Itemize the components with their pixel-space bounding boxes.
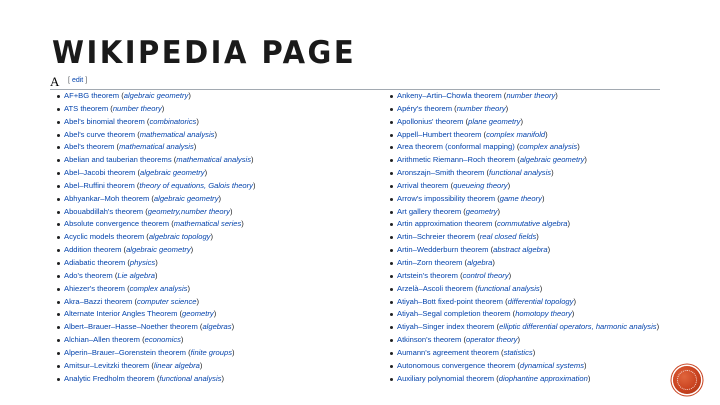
list-item [389, 244, 664, 257]
theorem-link[interactable]: Atiyah–Bott fixed-point theorem [397, 296, 503, 306]
paren-close: ) [229, 206, 233, 216]
paren-close: ) [210, 232, 213, 242]
theorem-link[interactable]: Arzelà–Ascoli theorem [397, 283, 473, 293]
theorem-link[interactable]: Atkinson's theorem [397, 335, 462, 345]
paren-close: ) [547, 245, 551, 255]
theorem-link[interactable]: Ahiezer's theorem [64, 283, 125, 293]
theorem-link[interactable]: Adiabatic theorem [64, 257, 126, 267]
list-item [389, 283, 664, 296]
list-item [389, 218, 664, 231]
list-item [56, 218, 386, 231]
paren-open: ( [498, 347, 504, 357]
field-link[interactable]: number theory [456, 103, 506, 113]
field-link[interactable]: algebraic geometry [153, 193, 219, 203]
field-link[interactable]: complex analysis [519, 142, 578, 152]
section-heading [50, 75, 660, 90]
edit-bracket-open: [ [68, 77, 70, 84]
paren-open: ( [515, 360, 520, 370]
theorem-link[interactable]: Artin approximation theorem [397, 219, 493, 229]
theorem-link[interactable]: Akra–Bazzi theorem [64, 296, 133, 306]
list-item [56, 321, 386, 334]
field-link[interactable]: complex analysis [129, 283, 188, 293]
paren-close: ) [196, 116, 199, 126]
theorem-list-right [389, 90, 664, 385]
theorem-link[interactable]: Artin–Schreier theorem [397, 232, 476, 242]
paren-open: ( [461, 335, 466, 345]
edit-section [68, 77, 87, 84]
field-link[interactable]: mathematical analysis [139, 129, 215, 139]
theorem-link[interactable]: Ankeny–Artin–Chowla theorem [397, 91, 502, 100]
field-link[interactable]: Lie algebra [117, 270, 155, 280]
paren-close: ) [517, 335, 521, 345]
list-item [389, 193, 664, 206]
list-item [389, 360, 664, 373]
paren-open: ( [112, 270, 118, 280]
theorem-link[interactable]: Abouabdillah's theorem [64, 206, 144, 216]
field-link[interactable]: functional analysis [159, 373, 222, 383]
list-item [389, 308, 664, 321]
paren-close: ) [161, 103, 165, 113]
list-item [56, 129, 386, 142]
field-link[interactable]: dynamical systems [519, 360, 584, 370]
list-item [56, 231, 386, 244]
paren-open: ( [501, 91, 507, 100]
paren-close: ) [567, 219, 571, 229]
wikipedia-screenshot [46, 73, 664, 391]
field-link[interactable]: complex manifold [486, 129, 546, 139]
field-link[interactable]: linear algebra [153, 360, 200, 370]
paren-open: ( [494, 322, 500, 332]
list-item [56, 244, 386, 257]
list-item [389, 167, 664, 180]
paren-close: ) [155, 257, 158, 267]
paren-close: ) [520, 116, 523, 126]
theorem-link[interactable]: AF+BG theorem [64, 91, 120, 100]
field-link[interactable]: algebraic topology [148, 232, 211, 242]
theorem-link[interactable]: Appell–Humbert theorem [397, 129, 482, 139]
paren-open: ( [143, 206, 148, 216]
paren-close: ) [536, 232, 539, 242]
paren-close: ) [213, 309, 217, 319]
theorem-link[interactable]: Abel's theorem [64, 142, 115, 152]
theorem-link[interactable]: Atiyah–Segal completion theorem [397, 309, 511, 319]
field-link[interactable]: algebras [202, 322, 232, 332]
field-link[interactable]: combinatorics [149, 116, 197, 126]
paren-open: ( [475, 232, 480, 242]
paren-close: ) [187, 283, 190, 293]
theorem-link[interactable]: Atiyah–Singer index theorem [397, 322, 495, 332]
field-link[interactable]: functional analysis [489, 168, 552, 178]
paren-open: ( [492, 219, 498, 229]
field-link[interactable]: geometry,number theory [147, 206, 230, 216]
theorem-link[interactable]: Analytic Fredholm theorem [64, 373, 155, 383]
list-item [56, 116, 386, 129]
paren-open: ( [121, 245, 127, 255]
paren-open: ( [488, 245, 494, 255]
field-link[interactable]: theory of equations, Galois theory [139, 180, 253, 190]
paren-close: ) [218, 193, 222, 203]
field-link[interactable]: algebraic geometry [139, 168, 205, 178]
paren-open: ( [481, 129, 487, 139]
theorem-link[interactable]: Abel's curve theorem [64, 129, 136, 139]
list-item [56, 180, 386, 193]
paren-close: ) [571, 309, 575, 319]
field-link[interactable]: control theory [462, 270, 509, 280]
paren-open: ( [134, 180, 140, 190]
list-item [56, 334, 386, 347]
paren-open: ( [472, 283, 478, 293]
field-link[interactable]: queueing theory [453, 180, 508, 190]
field-link[interactable]: algebra [467, 257, 493, 267]
field-link[interactable]: mathematical analysis [176, 155, 251, 165]
paren-close: ) [587, 373, 591, 383]
field-link[interactable]: economics [144, 335, 181, 345]
list-item [389, 257, 664, 270]
paren-close: ) [188, 91, 191, 100]
field-link[interactable]: plane geometry [468, 116, 521, 126]
theorem-list-left [56, 90, 386, 385]
list-item [389, 334, 664, 347]
list-item [389, 231, 664, 244]
paren-close: ) [505, 103, 509, 113]
paren-close: ) [532, 347, 536, 357]
paren-open: ( [186, 347, 191, 357]
theorem-link[interactable]: Absolute convergence theorem [64, 219, 170, 229]
field-link[interactable]: commutative algebra [497, 219, 568, 229]
list-item [389, 270, 664, 283]
paren-open: ( [495, 193, 500, 203]
slide-badge [673, 366, 701, 394]
paren-close: ) [232, 347, 235, 357]
paren-open: ( [135, 129, 140, 139]
field-link[interactable]: differential topology [507, 296, 574, 306]
list-item [56, 154, 386, 167]
paren-close: ) [497, 206, 500, 216]
paren-open: ( [149, 193, 154, 203]
paren-close: ) [241, 219, 244, 229]
paren-close: ) [154, 270, 158, 280]
theorem-link[interactable]: Ado's theorem [64, 270, 113, 280]
paren-open: ( [149, 360, 154, 370]
paren-close: ) [231, 322, 235, 332]
field-link[interactable]: game theory [499, 193, 542, 203]
edit-bracket-close: ] [85, 77, 88, 84]
paren-close: ) [193, 142, 197, 152]
paren-close: ) [656, 322, 660, 332]
theorem-link[interactable]: Arrival theorem [397, 180, 449, 190]
list-item [56, 103, 386, 116]
paren-open: ( [154, 373, 160, 383]
field-link[interactable]: statistics [503, 347, 533, 357]
paren-open: ( [494, 373, 499, 383]
paren-open: ( [452, 103, 457, 113]
paren-open: ( [177, 309, 183, 319]
list-item [56, 270, 386, 283]
theorem-link[interactable]: Arithmetic Riemann–Roch theorem [397, 155, 516, 165]
theorem-link[interactable]: Abel's binomial theorem [64, 116, 145, 126]
paren-open: ( [484, 168, 490, 178]
paren-open: ( [144, 232, 149, 242]
list-item [56, 296, 386, 309]
theorem-link[interactable]: Autonomous convergence theorem [397, 360, 516, 370]
field-link[interactable]: finite groups [190, 347, 233, 357]
field-link[interactable]: number theory [506, 91, 556, 100]
list-item [389, 296, 664, 309]
paren-close: ) [539, 283, 543, 293]
list-item [56, 308, 386, 321]
badge-ring-decoration [677, 370, 697, 390]
field-link[interactable]: geometry [182, 309, 214, 319]
theorem-link[interactable]: Artin–Wedderburn theorem [397, 245, 489, 255]
paren-open: ( [515, 155, 520, 165]
field-link[interactable]: number theory [112, 103, 162, 113]
list-item [56, 283, 386, 296]
paren-open: ( [462, 257, 468, 267]
theorem-link[interactable]: Abhyankar–Moh theorem [64, 193, 150, 203]
paren-open: ( [125, 257, 130, 267]
theorem-link[interactable]: Alternate Interior Angles Theorem [64, 309, 178, 319]
slide-title: WIKIPEDIA PAGE [52, 34, 357, 71]
paren-close: ) [577, 142, 580, 152]
field-link[interactable]: geometry [465, 206, 498, 216]
theorem-link[interactable]: Alperin–Brauer–Gorenstein theorem [64, 347, 186, 357]
field-link[interactable]: functional analysis [477, 283, 540, 293]
paren-open: ( [114, 142, 120, 152]
paren-close: ) [252, 180, 256, 190]
list-item [56, 347, 386, 360]
paren-close: ) [508, 270, 512, 280]
paren-close: ) [214, 129, 217, 139]
list-item [389, 206, 664, 219]
field-link[interactable]: homotopy theory [515, 309, 572, 319]
theorem-link[interactable]: Aronszajn–Smith theorem [397, 168, 485, 178]
paren-open: ( [463, 116, 469, 126]
section-letter: A [50, 74, 60, 89]
paren-open: ( [502, 296, 508, 306]
theorem-link[interactable]: Albert–Brauer–Hasse–Noether theorem [64, 322, 198, 332]
list-item [389, 373, 664, 386]
theorem-link[interactable]: Amitsur–Levitzki theorem [64, 360, 150, 370]
theorem-link[interactable]: ATS theorem [64, 103, 109, 113]
list-item [56, 193, 386, 206]
paren-close: ) [196, 296, 200, 306]
theorem-link[interactable]: Apéry's theorem [397, 103, 453, 113]
theorem-link[interactable]: Area theorem (conformal mapping) [397, 142, 515, 152]
paren-close: ) [573, 296, 576, 306]
theorem-link[interactable]: Abel–Ruffini theorem [64, 180, 135, 190]
edit-link[interactable]: edit [71, 77, 84, 84]
list-item [389, 141, 664, 154]
field-link[interactable]: computer science [137, 296, 197, 306]
paren-open: ( [144, 116, 150, 126]
paren-open: ( [108, 103, 113, 113]
paren-close: ) [190, 245, 194, 255]
theorem-link[interactable]: Acyclic models theorem [64, 232, 145, 242]
list-item [389, 321, 664, 334]
theorem-link[interactable]: Abel–Jacobi theorem [64, 168, 136, 178]
theorem-link[interactable]: Auxiliary polynomial theorem [397, 373, 495, 383]
theorem-link[interactable]: Art gallery theorem [397, 206, 462, 216]
paren-open: ( [171, 155, 177, 165]
theorem-link[interactable]: Artin–Zorn theorem [397, 257, 463, 267]
paren-close: ) [199, 360, 203, 370]
list-item [389, 154, 664, 167]
field-link[interactable]: physics [129, 257, 156, 267]
field-link[interactable]: abstract algebra [493, 245, 548, 255]
field-link[interactable]: algebraic geometry [519, 155, 585, 165]
list-item [56, 206, 386, 219]
paren-close: ) [545, 129, 548, 139]
theorem-link[interactable]: Apollonius' theorem [397, 116, 464, 126]
paren-open: ( [461, 206, 466, 216]
paren-close: ) [251, 155, 254, 165]
paren-open: ( [448, 180, 454, 190]
paren-open: ( [197, 322, 203, 332]
paren-close: ) [551, 168, 554, 178]
list-item [389, 103, 664, 116]
list-item [56, 360, 386, 373]
theorem-link[interactable]: Arrow's impossibility theorem [397, 193, 496, 203]
theorem-link[interactable]: Aumann's agreement theorem [397, 347, 499, 357]
paren-close: ) [221, 373, 224, 383]
paren-open: ( [169, 219, 174, 229]
paren-open: ( [457, 270, 463, 280]
field-link[interactable]: algebraic geometry [123, 91, 189, 100]
paren-open: ( [119, 91, 124, 100]
list-item [389, 347, 664, 360]
field-link[interactable]: diophantine approximation [498, 373, 588, 383]
list-item [56, 90, 386, 103]
paren-open: ( [514, 142, 520, 152]
list-item [389, 129, 664, 142]
paren-open: ( [510, 309, 516, 319]
field-link[interactable]: elliptic differential operators, harmonic analysis [499, 322, 657, 332]
list-item [389, 116, 664, 129]
list-item [56, 141, 386, 154]
paren-close: ) [507, 180, 511, 190]
paren-open: ( [132, 296, 138, 306]
list-item [56, 257, 386, 270]
theorem-link[interactable]: Addition theorem [64, 245, 122, 255]
list-item [56, 167, 386, 180]
paren-close: ) [555, 91, 558, 100]
field-link[interactable]: mathematical analysis [119, 142, 194, 152]
paren-close: ) [492, 257, 495, 267]
list-item [389, 90, 664, 103]
paren-close: ) [180, 335, 184, 345]
theorem-link[interactable]: Alchian–Allen theorem [64, 335, 140, 345]
theorem-link[interactable]: Abelian and tauberian theorems [64, 155, 172, 165]
list-item [389, 180, 664, 193]
theorem-link[interactable]: Artstein's theorem [397, 270, 458, 280]
paren-close: ) [204, 168, 208, 178]
paren-open: ( [139, 335, 145, 345]
list-item [56, 373, 386, 386]
field-link[interactable]: mathematical series [173, 219, 242, 229]
paren-close: ) [541, 193, 545, 203]
paren-open: ( [135, 168, 140, 178]
field-link[interactable]: algebraic geometry [126, 245, 191, 255]
field-link[interactable]: operator theory [465, 335, 518, 345]
field-link[interactable]: real closed fields [479, 232, 537, 242]
paren-close: ) [584, 360, 587, 370]
paren-open: ( [124, 283, 130, 293]
paren-close: ) [584, 155, 587, 165]
